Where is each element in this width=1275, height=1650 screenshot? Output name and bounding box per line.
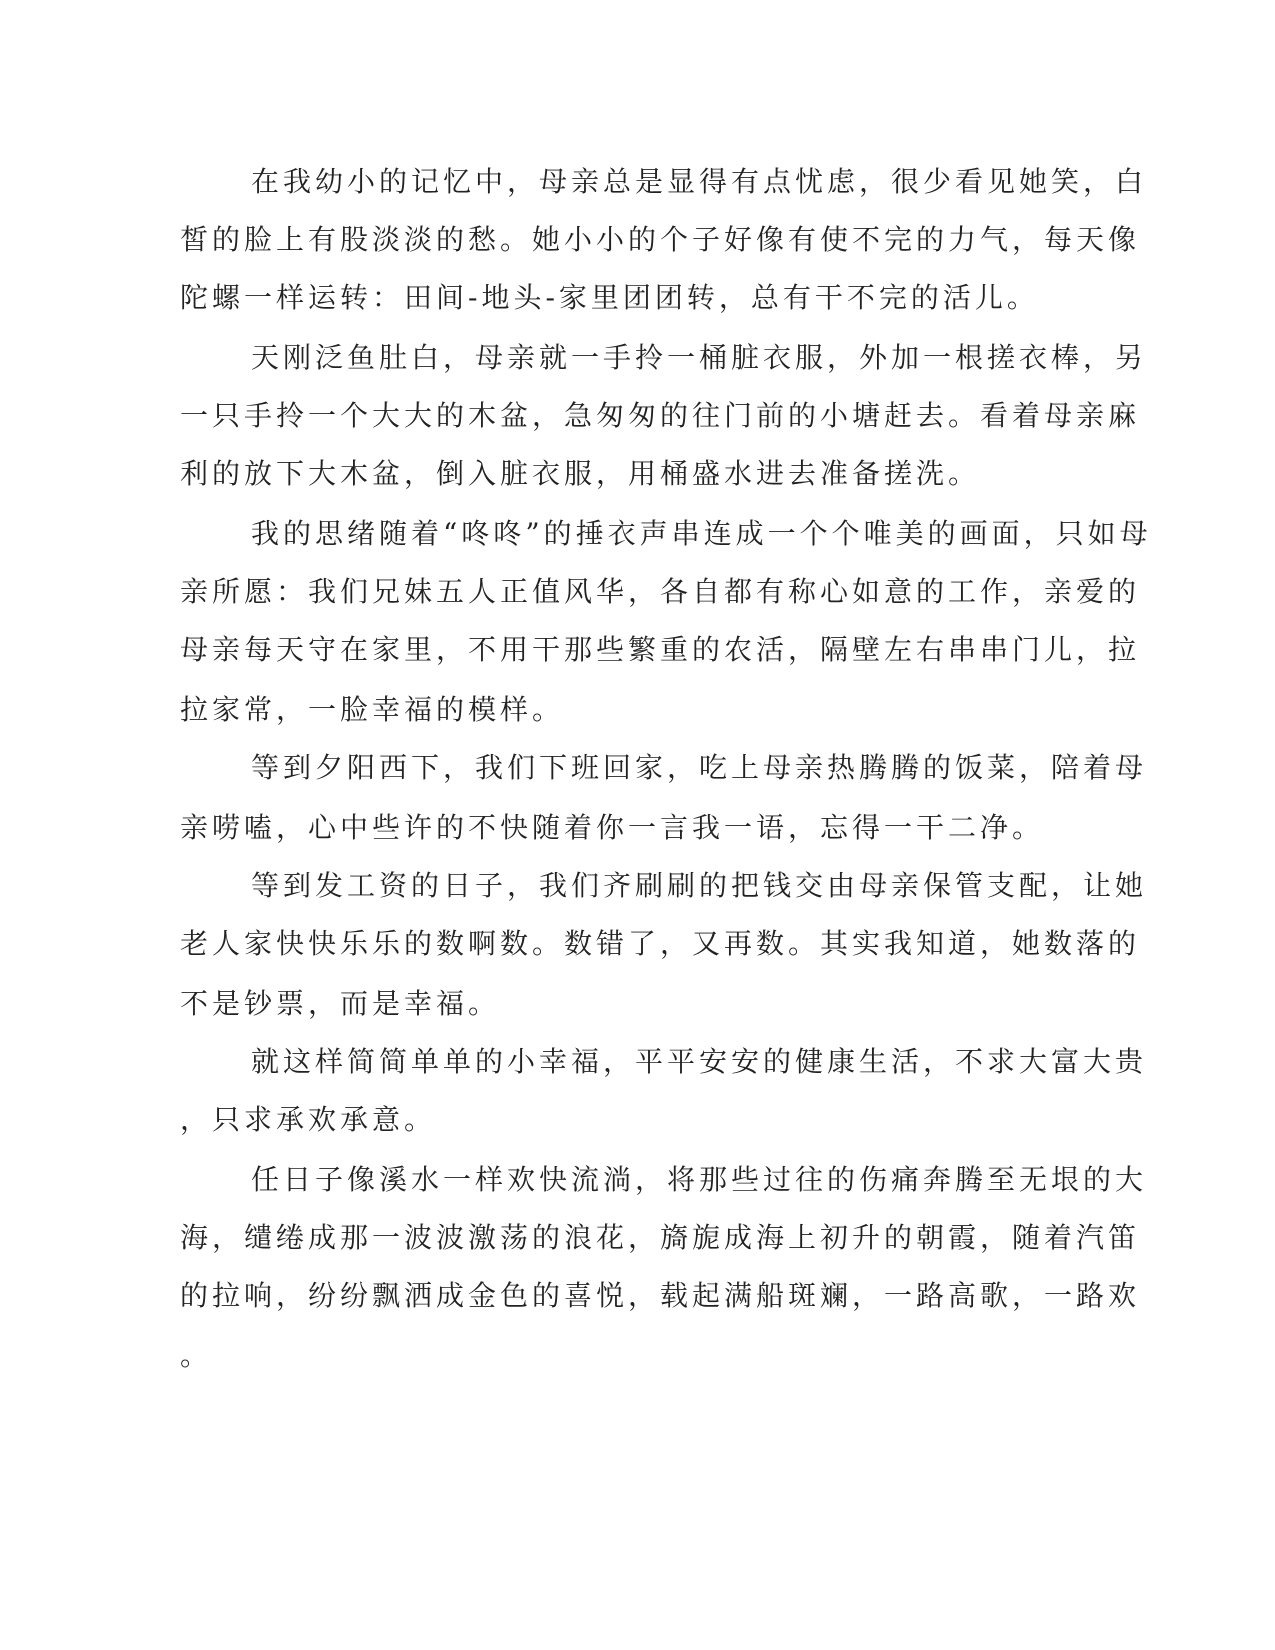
text-line: 不是钞票，而是幸福。	[180, 987, 501, 1020]
text-line: 的拉响，纷纷飘洒成金色的喜悦，载起满船斑斓，一路高歌，一路欢	[180, 1279, 1141, 1312]
text-line: 皙的脸上有股淡淡的愁。她小小的个子好像有使不完的力气，每天像	[180, 223, 1141, 256]
text-line: 海，缱绻成那一波波激荡的浪花，旖旎成海上初升的朝霞，随着汽笛	[180, 1221, 1141, 1254]
text-line: 天刚泛鱼肚白，母亲就一手拎一桶脏衣服，外加一根搓衣棒，另	[251, 341, 1148, 374]
text-line: 等到发工资的日子，我们齐刷刷的把钱交由母亲保管支配，让她	[251, 869, 1148, 902]
text-line: 老人家快快乐乐的数啊数。数错了，又再数。其实我知道，她数落的	[180, 927, 1141, 960]
text-line: 就这样简简单单的小幸福，平平安安的健康生活，不求大富大贵	[251, 1045, 1148, 1078]
text-line: 拉家常，一脸幸福的模样。	[180, 693, 565, 726]
text-line: 亲所愿：我们兄妹五人正值风华，各自都有称心如意的工作，亲爱的	[180, 575, 1141, 608]
text-line: 我的思绪随着“咚咚”的捶衣声串连成一个个唯美的画面，只如母	[251, 517, 1152, 550]
text-line: 陀螺一样运转：田间-地头-家里团团转，总有干不完的活儿。	[180, 281, 1039, 314]
text-line: 亲唠嗑，心中些许的不快随着你一言我一语，忘得一干二净。	[180, 811, 1045, 844]
text-line: 任日子像溪水一样欢快流淌，将那些过往的伤痛奔腾至无垠的大	[251, 1163, 1148, 1196]
text-line: 母亲每天守在家里，不用干那些繁重的农活，隔壁左右串串门儿，拉	[180, 633, 1141, 666]
text-line: ，只求承欢承意。	[180, 1103, 437, 1136]
text-line: 一只手拎一个大大的木盆，急匆匆的往门前的小塘赶去。看着母亲麻	[180, 399, 1141, 432]
text-line: 利的放下大木盆，倒入脏衣服，用桶盛水进去准备搓洗。	[180, 457, 981, 490]
text-line: 等到夕阳西下，我们下班回家，吃上母亲热腾腾的饭菜，陪着母	[251, 751, 1148, 784]
text-line: 。	[180, 1339, 213, 1372]
text-line: 在我幼小的记忆中，母亲总是显得有点忧虑，很少看见她笑，白	[251, 165, 1148, 198]
